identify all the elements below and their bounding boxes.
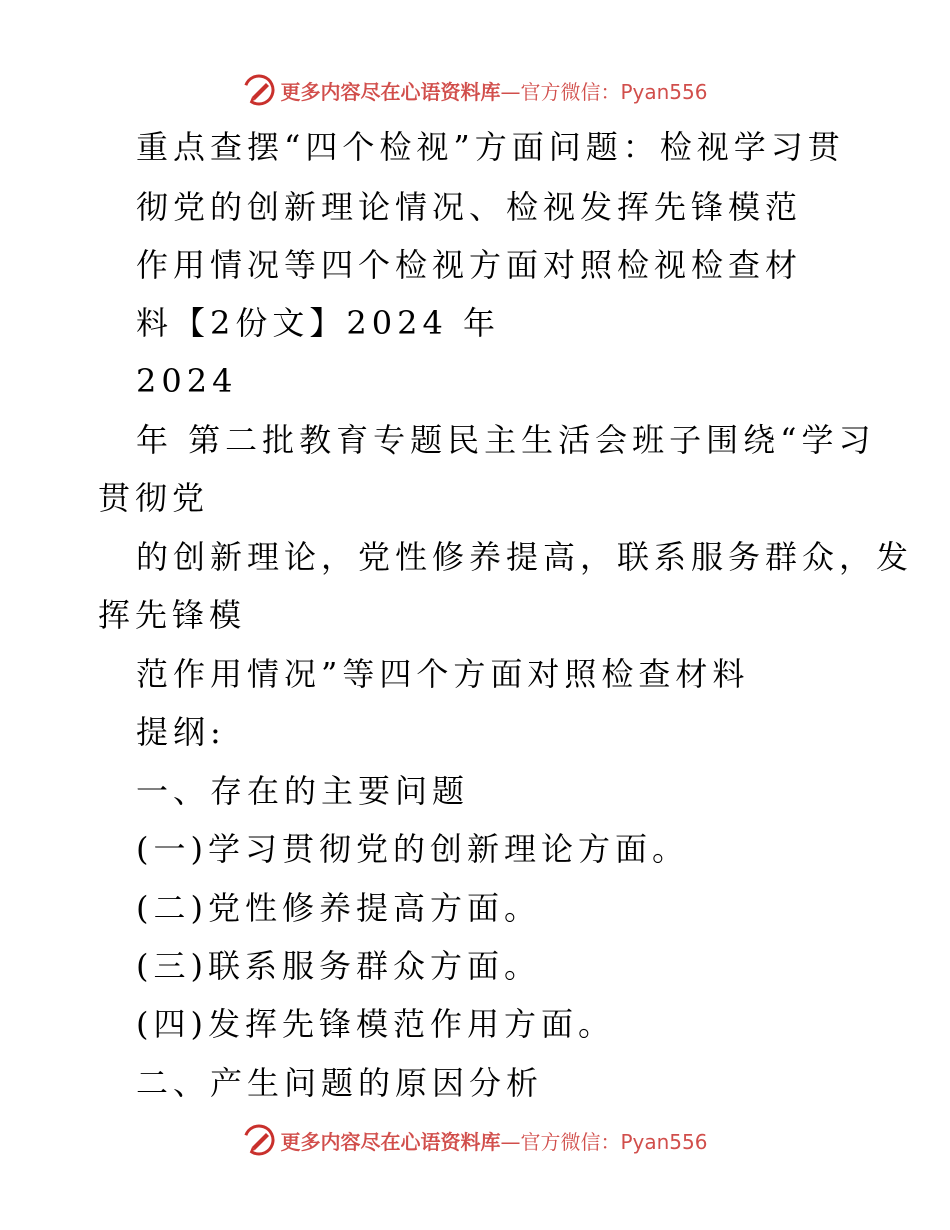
doc-line: 二、产生问题的原因分析 — [136, 1064, 544, 1102]
doc-line: 年 第二批教育专题民主生活会班子围绕“学习 — [136, 421, 876, 459]
doc-line: 一、存在的主要问题 — [136, 772, 470, 810]
watermark-main: 更多内容尽在心语资料库 — [280, 1129, 501, 1154]
doc-line: (三)联系服务群众方面。 — [136, 947, 541, 985]
doc-line: 重点查摆“四个检视”方面问题：检视学习贯 — [136, 128, 845, 166]
watermark-main: 更多内容尽在心语资料库 — [280, 79, 501, 104]
doc-line: (四)发挥先锋模范作用方面。 — [136, 1005, 615, 1043]
doc-line: 彻党的创新理论情况、检视发挥先锋模范 — [136, 188, 803, 226]
doc-line: 贯彻党 — [98, 479, 210, 517]
doc-line: (二)党性修养提高方面。 — [136, 889, 541, 927]
doc-line: 提纲: — [136, 713, 226, 751]
doc-line: 挥先锋模 — [98, 596, 247, 634]
pen-logo-icon — [242, 1123, 276, 1157]
doc-line: 作用情况等四个检视方面对照检视检查材 — [136, 246, 803, 284]
watermark-text — [280, 1126, 707, 1155]
watermark-wechat: 官方微信：Pyan556 — [520, 79, 708, 104]
watermark-banner-bottom — [0, 1120, 950, 1160]
watermark-sep: — — [500, 79, 521, 104]
doc-line: 范作用情况”等四个方面对照检查材料 — [136, 655, 750, 693]
doc-line: (一)学习贯彻党的创新理论方面。 — [136, 830, 689, 868]
doc-line: 的创新理论，党性修养提高，联系服务群众，发 — [136, 538, 914, 576]
watermark-banner-top — [0, 70, 950, 110]
doc-line: 2024 — [136, 362, 238, 400]
doc-line: 料【2份文】2024 年 — [136, 304, 500, 342]
watermark-wechat: 官方微信：Pyan556 — [520, 1129, 708, 1154]
watermark-text — [280, 76, 707, 105]
pen-logo-icon — [242, 73, 276, 107]
watermark-sep: — — [500, 1129, 521, 1154]
